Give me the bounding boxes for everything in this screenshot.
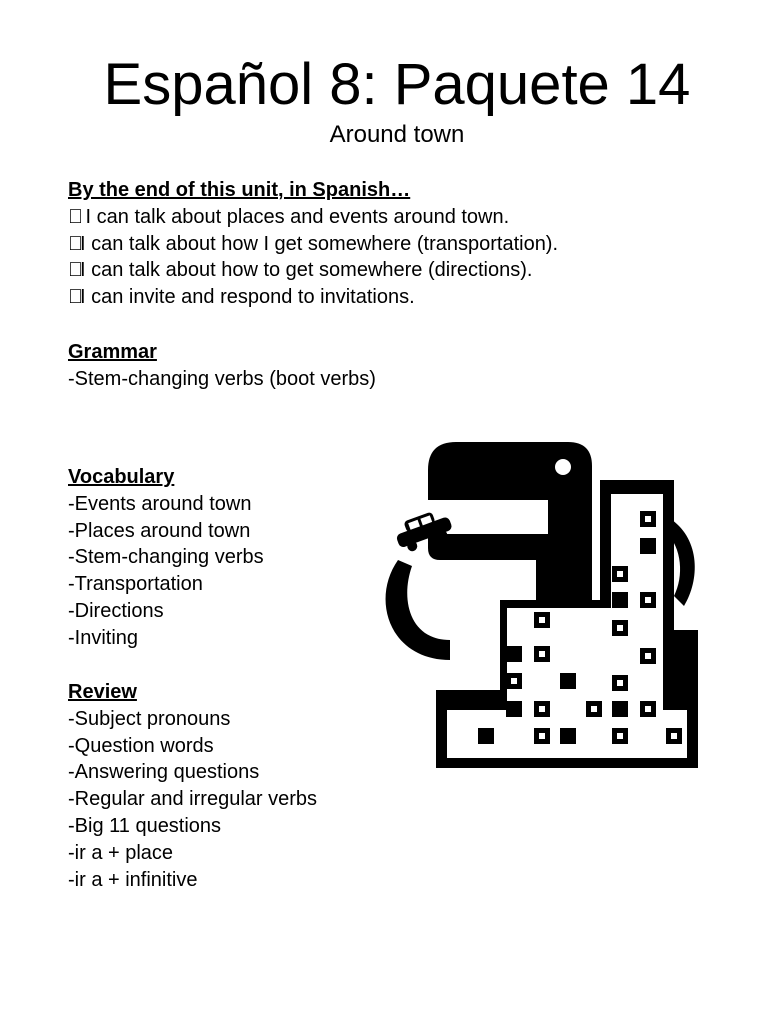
- review-item: -Subject pronouns: [68, 707, 231, 730]
- monster-city-icon: [378, 440, 700, 770]
- checkbox-icon: [68, 231, 80, 258]
- review-item: -ir a + infinitive: [68, 868, 198, 891]
- vocabulary-item: -Places around town: [68, 519, 251, 542]
- vocabulary-item: -Inviting: [68, 626, 139, 649]
- review-item: -Answering questions: [68, 761, 260, 784]
- checkbox-icon: [68, 257, 80, 284]
- checkbox-icon: [68, 204, 80, 231]
- checkbox-icon: [68, 284, 80, 311]
- vocabulary-section: [68, 464, 264, 652]
- vocabulary-item: -Transportation: [68, 573, 203, 596]
- page-title: Español 8: Paquete 14: [103, 52, 691, 117]
- review-heading: Review: [68, 681, 137, 703]
- objective-item: I can talk about places and events around town.: [68, 204, 558, 231]
- vocabulary-item: -Events around town: [68, 492, 252, 515]
- review-item: -Regular and irregular verbs: [68, 788, 318, 811]
- review-section: [68, 679, 317, 893]
- review-item: -Big 11 questions: [68, 814, 222, 837]
- page-subtitle: Around town: [329, 121, 465, 148]
- objectives-section: [68, 177, 558, 311]
- objective-item: I can talk about how to get somewhere (directions).: [68, 257, 558, 284]
- objective-item: I can talk about how I get somewhere (transportation).: [68, 231, 558, 258]
- vocabulary-item: -Directions: [68, 599, 164, 622]
- grammar-item: -Stem-changing verbs (boot verbs): [68, 367, 376, 390]
- objectives-heading: By the end of this unit, in Spanish…: [68, 179, 411, 201]
- objective-item: I can invite and respond to invitations.: [68, 284, 558, 311]
- grammar-section: [68, 339, 376, 393]
- vocabulary-item: -Stem-changing verbs: [68, 546, 264, 569]
- vocabulary-heading: Vocabulary: [68, 466, 175, 488]
- grammar-heading: Grammar: [68, 341, 157, 363]
- review-item: -Question words: [68, 734, 214, 757]
- review-item: -ir a + place: [68, 841, 174, 864]
